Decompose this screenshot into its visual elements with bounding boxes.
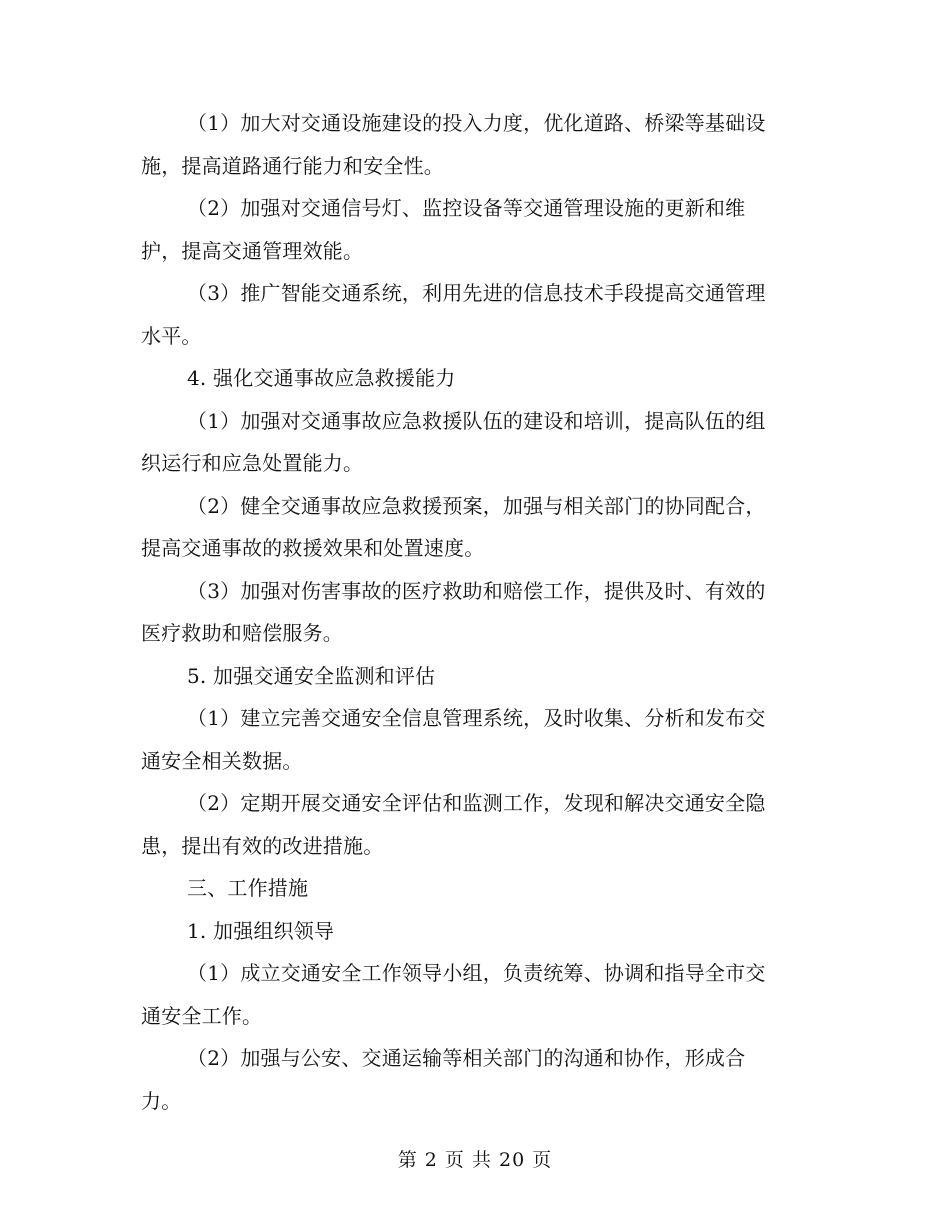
- paragraph-line: （2）加强与公安、交通运输等相关部门的沟通和协作，形成合: [187, 1046, 746, 1070]
- heading-line: 1. 加强组织领导: [187, 918, 335, 943]
- paragraph-line: （1）成立交通安全工作领导小组，负责统筹、协调和指导全市交: [187, 961, 766, 985]
- paragraph-line: （2）健全交通事故应急救援预案，加强与相关部门的协同配合，: [187, 493, 766, 518]
- paragraph: [141, 187, 811, 272]
- paragraph-line: 医疗救助和赔偿服务。: [141, 621, 343, 645]
- page-number-footer: 第 2 页 共 20 页: [397, 1149, 553, 1171]
- paragraph-line: （2）加强对交通信号灯、监控设备等交通管理设施的更新和维: [187, 196, 746, 220]
- paragraph-line: 水平。: [141, 323, 202, 348]
- paragraph-line: （1）加强对交通事故应急救援队伍的建设和培训，提高队伍的组: [187, 408, 766, 433]
- paragraph-line: （3）加强对伤害事故的医疗救助和赔偿工作，提供及时、有效的: [187, 578, 766, 603]
- paragraph-line: 提高交通事故的救援效果和处置速度。: [141, 536, 485, 560]
- paragraph: [141, 400, 811, 485]
- paragraph: [141, 272, 811, 357]
- paragraph-line: 患，提出有效的改进措施。: [141, 833, 384, 858]
- paragraph-line: 通安全相关数据。: [141, 748, 303, 773]
- paragraph-line: 力。: [141, 1088, 182, 1113]
- paragraph: [141, 570, 811, 655]
- heading-line: 5. 加强交通安全监测和评估: [187, 663, 436, 688]
- heading-line: 4. 强化交通事故应急救援能力: [187, 366, 456, 390]
- paragraph: [141, 697, 811, 782]
- document-body: [141, 102, 811, 1122]
- paragraph-line: 通安全工作。: [141, 1003, 263, 1028]
- paragraph: [141, 1037, 811, 1122]
- paragraph: [141, 782, 811, 867]
- paragraph: [141, 102, 811, 187]
- section-heading: [141, 655, 811, 698]
- paragraph: [141, 952, 811, 1037]
- paragraph-line: （2）定期开展交通安全评估和监测工作，发现和解决交通安全隐: [187, 791, 766, 815]
- paragraph-line: （3）推广智能交通系统，利用先进的信息技术手段提高交通管理: [187, 281, 766, 305]
- section-heading: [141, 867, 811, 910]
- paragraph-line: 施，提高道路通行能力和安全性。: [141, 153, 444, 178]
- section-heading: [141, 910, 811, 953]
- paragraph-line: 织运行和应急处置能力。: [141, 451, 364, 475]
- heading-line: 三、工作措施: [187, 876, 309, 900]
- paragraph-line: （1）加大对交通设施建设的投入力度，优化道路、桥梁等基础设: [187, 111, 766, 135]
- paragraph-line: 护，提高交通管理效能。: [141, 238, 364, 263]
- paragraph: [141, 485, 811, 570]
- section-heading: [141, 357, 811, 400]
- paragraph-line: （1）建立完善交通安全信息管理系统，及时收集、分析和发布交: [187, 706, 766, 730]
